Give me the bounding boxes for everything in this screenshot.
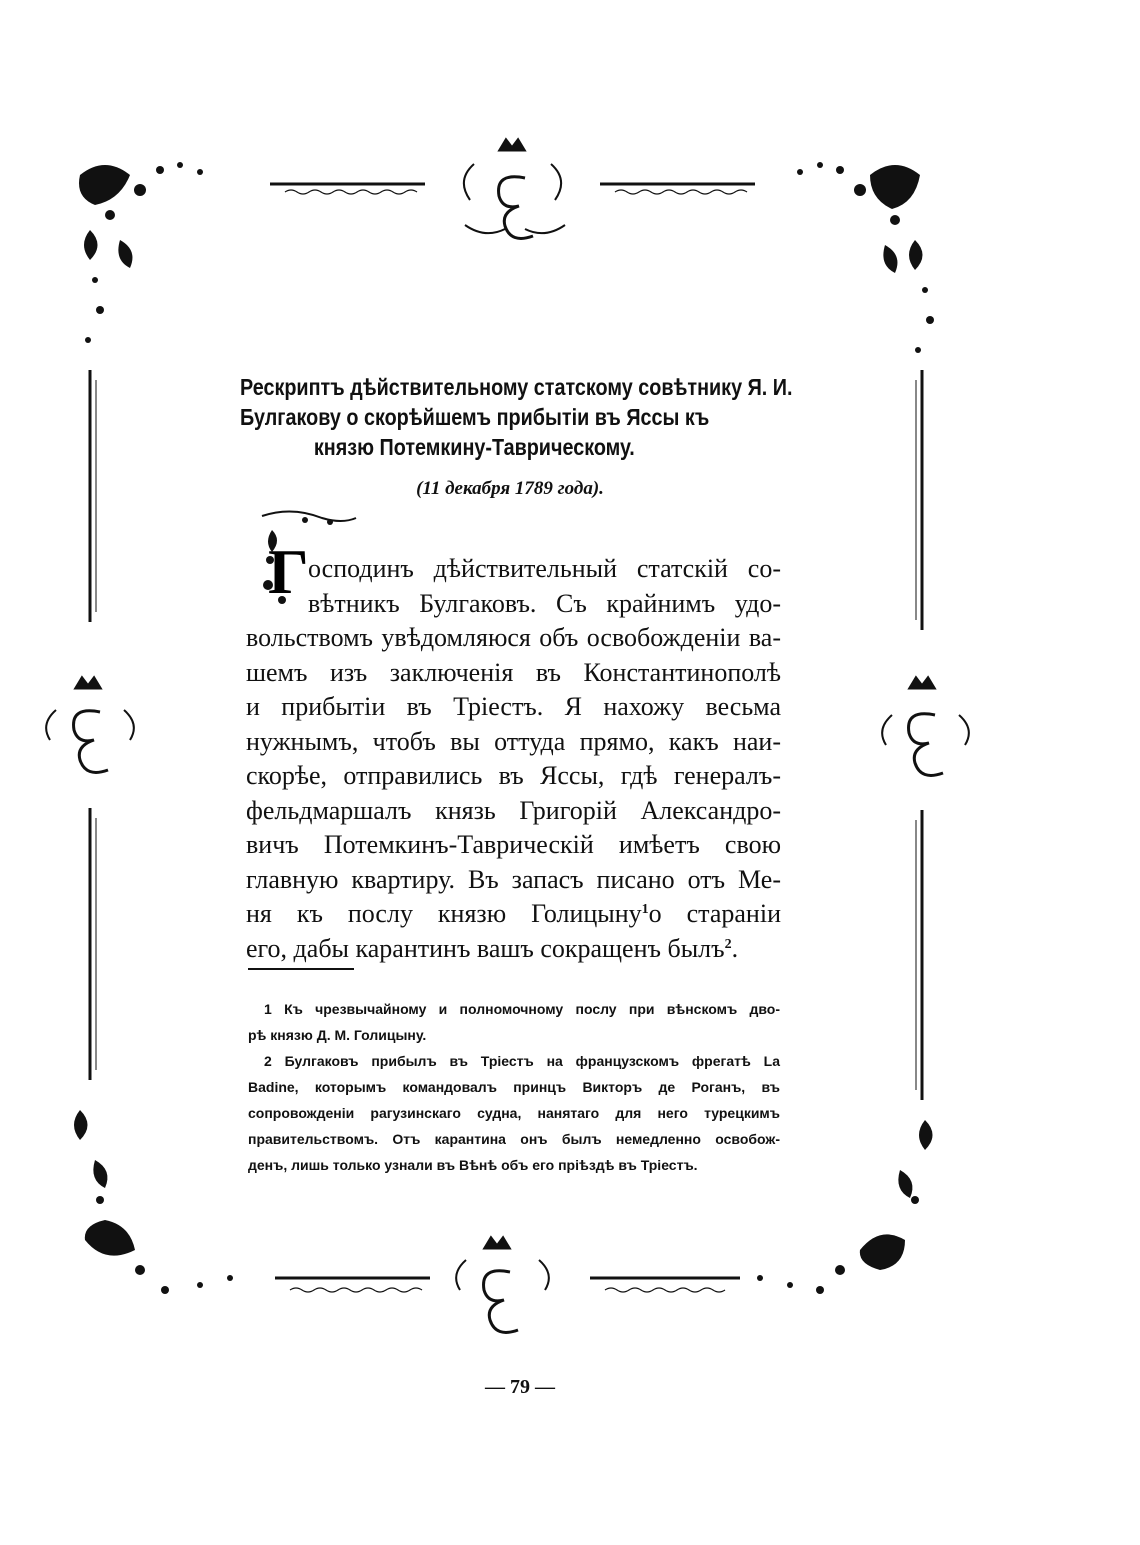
monogram-left	[46, 678, 134, 772]
footnote-2-line: денъ, лишь только узнали въ Вѣнѣ объ его пріѣздѣ въ Тріестъ.	[248, 1157, 698, 1173]
title-line: Булгакову о скорѣйшемъ прибытіи въ Яссы къ	[240, 404, 710, 430]
footnote-divider	[248, 968, 354, 970]
footnote-2-line: сопровожденіи рагузинскаго судна, нанятаго для него турецкимъ	[248, 1105, 780, 1121]
corner-ornament-top-right	[797, 162, 934, 353]
footnote-2-line: Badine, которымъ командовалъ принцъ Викторъ де Роганъ, въ	[248, 1079, 780, 1095]
footnote-1-line: рѣ князю Д. М. Голицыну.	[248, 1027, 427, 1043]
body-line: вичъ Потемкинъ-Таврическій имѣетъ свою	[246, 830, 781, 859]
drop-cap-initial: Г	[268, 536, 309, 607]
monogram-top-center	[464, 140, 565, 238]
monogram-right	[882, 678, 969, 775]
body-line: вѣтникъ Булгаковъ. Съ крайнимъ удо-	[308, 588, 781, 618]
page-number: — 79 —	[485, 1376, 555, 1398]
body-line: осподинъ дѣйствительный статскій со-	[308, 554, 781, 583]
body-line: главную квартиру. Въ запасъ писано отъ Ме-	[246, 864, 781, 894]
monogram-bottom-center	[456, 1238, 549, 1332]
body-line-part: ня къ послу князю Голицыну	[246, 899, 642, 928]
body-line: и прибытіи въ Тріестъ. Я нахожу весьма	[246, 692, 781, 721]
body-line: шемъ изъ заключенія въ Константинополѣ	[246, 657, 781, 687]
footnote-2-line	[248, 1048, 780, 1074]
title-line: князю Потемкину-Таврическому.	[313, 434, 635, 460]
body-line-part: его, дабы карантинъ вашъ сокращенъ былъ	[246, 933, 725, 963]
footnote-text: Булгаковъ прибылъ въ Тріестъ на французскомъ фрегатѣ La	[284, 1053, 780, 1069]
footnote-1-mark: 1	[264, 1001, 272, 1017]
footnote-mark-1: 1	[641, 902, 649, 917]
footnotes	[248, 996, 780, 1178]
corner-ornament-bottom-left	[74, 1110, 233, 1294]
corner-ornament-top-left	[79, 162, 203, 343]
body-line: скорѣе, отправились въ Яссы, гдѣ генералъ-	[246, 761, 781, 790]
footnote-text: Къ чрезвычайному и полномочному послу при вѣнскомъ дво-	[284, 1001, 780, 1017]
body-line-with-footnote-1	[246, 897, 781, 932]
title-line: Рескриптъ дѣйствительному статскому совѣтнику Я. И.	[240, 374, 793, 400]
body-line-with-footnote-2: его, дабы карантинъ вашъ сокращенъ былъ$^2$.	[246, 933, 739, 963]
body-line: вольствомъ увѣдомляюся объ освобожденіи ва-	[246, 623, 781, 652]
footnote-1-line	[248, 996, 780, 1022]
body-line: фельдмаршалъ князь Григорій Александро-	[246, 795, 781, 825]
body-line: нужнымъ, чтобъ вы оттуда прямо, какъ наи-	[246, 726, 781, 756]
corner-ornament-bottom-right	[757, 1120, 933, 1294]
footnote-2-mark: 2	[264, 1053, 272, 1069]
body-line-part: о стараніи	[648, 899, 781, 928]
footnote-mark-2: 2	[724, 936, 732, 952]
footnote-2-line: правительствомъ. Отъ карантина онъ былъ немедленно освобож-	[248, 1131, 780, 1147]
document-title	[240, 372, 793, 462]
body-text	[246, 552, 781, 966]
document-date: (11 декабря 1789 года).	[416, 478, 604, 499]
